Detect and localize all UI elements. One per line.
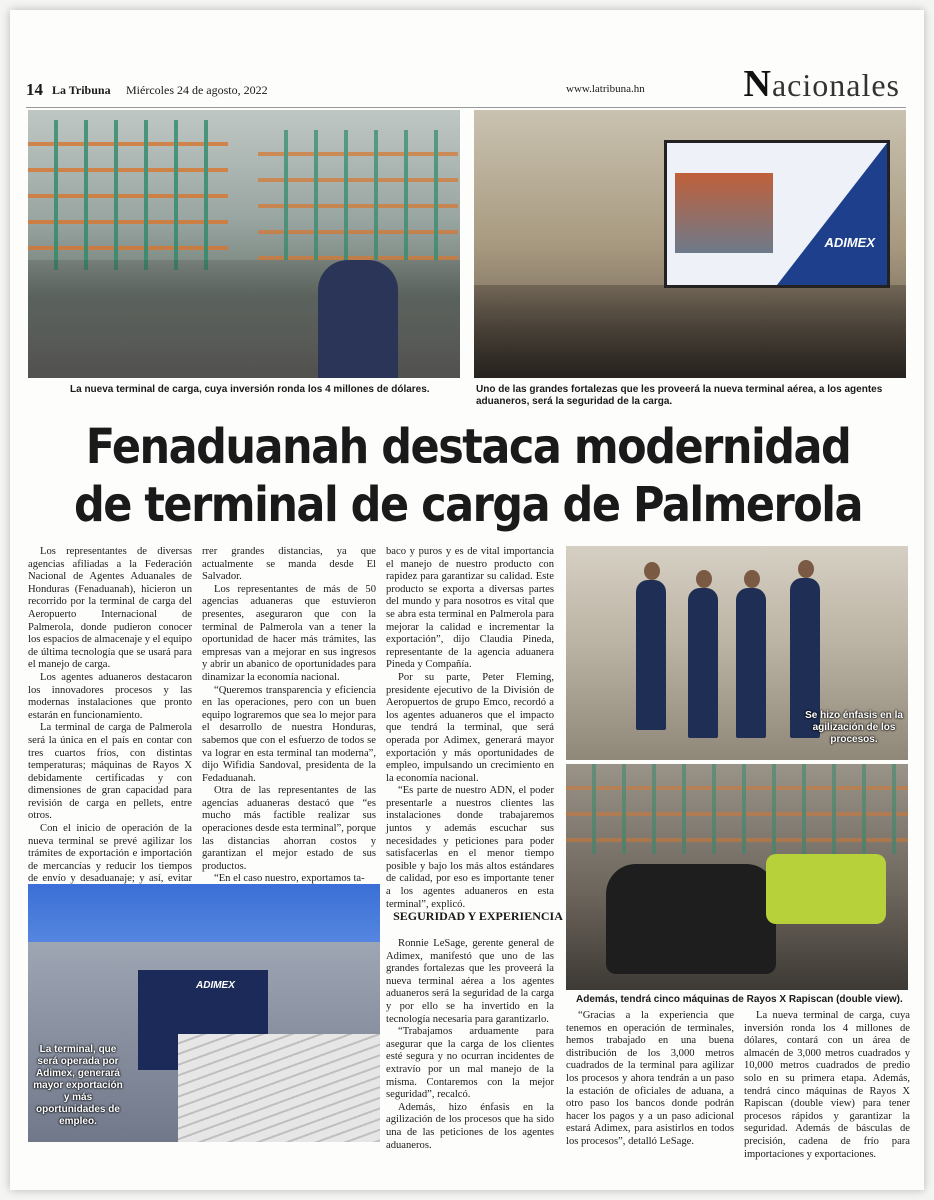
section-initial: N (743, 63, 772, 105)
newspaper-page (10, 10, 924, 1190)
building-caption: La terminal, que será operada por Adimex, generará mayor exportación y más oportunidades de empleo. (33, 1044, 123, 1127)
paragraph: “Gracias a la experiencia que tenemos en operación de terminales, hemos trabajado en una buena distribución de los 3,000 metros cuadrados de la terminal para agilizar los procesos y ahora tendrán a un paso la estación de oficiales de aduana, a otro paso los bancos donde podrán hacer los pagos y a un paso adicional estará Adimex, para asistirlos en todos los procesos”, detalló LeSage. (566, 1010, 734, 1147)
paragraph: “Trabajamos arduamente para asegurar que la carga de los clientes esté segura y no ocurran incidentes de extravío por un mal manejo de la misma. Contaremos con la mejor seguridad”, recalcó. (386, 1026, 554, 1101)
building-photo (28, 884, 380, 1142)
staircase (178, 1034, 380, 1142)
article-column-3 (386, 546, 554, 911)
forklift-body (766, 854, 886, 924)
person-head (644, 562, 660, 580)
masthead (26, 63, 906, 106)
paragraph: Los representantes de más de 50 agencias aduaneras que estuvieron presentes, aseguraron que con la terminal de Palmerola van a tener la oportunidad de hacer más trámites, las empresas van a mejorar en sus ingresos y abrir un abanico de oportunidades para dinamizar la economía nacional. (202, 583, 376, 683)
building-logo: ADIMEX (196, 980, 235, 991)
forklift-seat (606, 864, 776, 974)
paragraph: Con el inicio de operación de la nueva terminal se prevé agilizar los trámites de exportación e importación de mercancías y reducir los tiempos de envío y desaduanaje; y así, evitar (28, 823, 192, 885)
person-head (744, 570, 760, 588)
paragraph: “Es parte de nuestro ADN, el poder presentarle a nuestros clientes las instalaciones donde trabajaremos juntos y además escuchar sus necesidades y peticiones para poder satisfacerlas en el menor tiempo posible y bajo los más altos estándares de calidad, por eso es importante tener a los agentes aduaneros en esta terminal”, explicó. (386, 785, 554, 910)
person (636, 580, 666, 730)
paper-name: La Tribuna (52, 83, 111, 97)
visitor-foreground (318, 260, 398, 378)
article-column-4 (566, 1010, 734, 1149)
team-photo (566, 546, 908, 760)
warehouse-racks-left (28, 120, 228, 270)
paragraph: baco y puros y es de vital importancia el manejo de nuestro producto con rapidez para garantizar su calidad. Este producto se exporta a diversas partes del mundo y para nosotros es vital que se abra esta terminal en Palmerola para mejorar la calidad e incrementar la exportación”, dijo Claudia Pineda, representante de la agencia aduanera Pineda y Compañía. (386, 546, 554, 671)
paragraph: Ronnie LeSage, gerente general de Adimex, manifestó que uno de las grandes fortalezas que les proveerá la nueva terminal aérea a los agentes aduaneros será la seguridad de la carga y por ello se ha invertido en la tecnología necesaria para garantizarlo. (386, 938, 554, 1025)
screen-photo (675, 173, 773, 253)
paragraph: La terminal de carga de Palmerola será la única en el país en contar con tres cuartos fríos, con distintas temperaturas; máquinas de Rayos X debidamente certificadas y con dimensiones de gran capacidad para revisión de carga en pellets, entre otros. (28, 722, 192, 822)
warehouse-racks-right (258, 130, 458, 260)
projection-screen (664, 140, 890, 288)
headline (34, 418, 902, 534)
article-column-3-continued (386, 938, 554, 1152)
person-head (696, 570, 712, 588)
paragraph: Por su parte, Peter Fleming, presidente ejecutivo de la División de Aeropuertos de grupo Emco, recordó a los agentes aduaneros que el impacto que tendrá la terminal, que será operada por Adimex, generará mayor exportación y más oportunidades de empleo, impulsando un crecimiento en la economía nacional. (386, 671, 554, 784)
headline-line-1: Fenaduanah destaca modernidad (85, 419, 851, 476)
person (688, 588, 718, 738)
masthead-rule (26, 107, 906, 108)
issue-date: Miércoles 24 de agosto, 2022 (126, 83, 268, 97)
paragraph: “En el caso nuestro, exportamos ta- (214, 873, 365, 885)
paragraph: rrer grandes distancias, ya que actualmente se manda desde El Salvador. (202, 546, 376, 583)
presentation-photo (474, 110, 906, 378)
headline-line-2: de terminal de carga de Palmerola (73, 477, 863, 534)
paragraph: Los agentes aduaneros destacaron los innovadores procesos y las modernas instalaciones que pronto estarán en funcionamiento. (28, 671, 192, 721)
person-head (798, 560, 814, 578)
paragraph: “Queremos transparencia y eficiencia en las operaciones, pero con un buen equipo lograremos que sea lo mejor para el desarrollo de nuestra Honduras, sabemos que con el esfuerzo de todos se va lograr en esta terminal tan moderna”, dijo Wifidia Sandoval, presidenta de la Fedaduanah. (202, 684, 376, 784)
subheading: SEGURIDAD Y EXPERIENCIA (393, 909, 563, 923)
warehouse-photo (28, 110, 460, 378)
section-title (744, 62, 901, 106)
screen-graphic (777, 143, 887, 285)
article-column-2 (202, 546, 376, 886)
team-caption: Se hizo énfasis en la agilización de los procesos. (805, 710, 903, 745)
page-number: 14 (26, 80, 43, 99)
paragraph: Otra de las representantes de las agencias aduaneras destacó que “es mucho más factible realizar sus operaciones desde esta terminal”, porque las distancias ahorran costos y garantizan el mejor estado de sus productos. (202, 785, 376, 872)
person (736, 588, 766, 738)
forklift-caption: Además, tendrá cinco máquinas de Rayos X Rapiscan (double view). (576, 994, 903, 1005)
paragraph: Además, hizo énfasis en la agilización de los procesos que ha sido una de las peticiones de los agentes aduaneros. (386, 1101, 554, 1151)
forklift-racks (566, 764, 908, 854)
section-rest: acionales (771, 67, 900, 103)
paragraph: Los representantes de diversas agencias afiliadas a la Federación Nacional de Agentes Aduanales de Honduras (Fenaduanah), hicieron un recorrido por la terminal de carga del Aeropuerto Internacional de Palmerola, donde pudieron conocer los espacios de almacenaje y el equipo de última tecnología que se usará para el manejo de carga. (28, 546, 192, 671)
article-column-1 (28, 546, 192, 911)
article-column-5 (744, 1010, 910, 1161)
website: www.latribuna.hn (566, 83, 645, 95)
audience (474, 285, 906, 378)
paragraph: La nueva terminal de carga, cuya inversión ronda los 4 millones de dólares, contará con un área de almacén de 3,000 metros cuadrados y 10,000 metros cuadrados de predio solo en su primera etapa. Además, tendrá cinco máquinas de Rayos X Rapiscan (double view) para tener procesos rápidos y garantizar la seguridad. Además de básculas de precisión, cadena de frío para importaciones y exportaciones. (744, 1010, 910, 1160)
forklift-photo (566, 764, 908, 990)
presentation-caption: Uno de las grandes fortalezas que les proveerá la nueva terminal aérea, a los agentes aduaneros, será la seguridad de la carga. (476, 384, 883, 407)
screen-logo: ADIMEX (824, 235, 875, 250)
warehouse-caption: La nueva terminal de carga, cuya inversión ronda los 4 millones de dólares. (70, 384, 430, 395)
